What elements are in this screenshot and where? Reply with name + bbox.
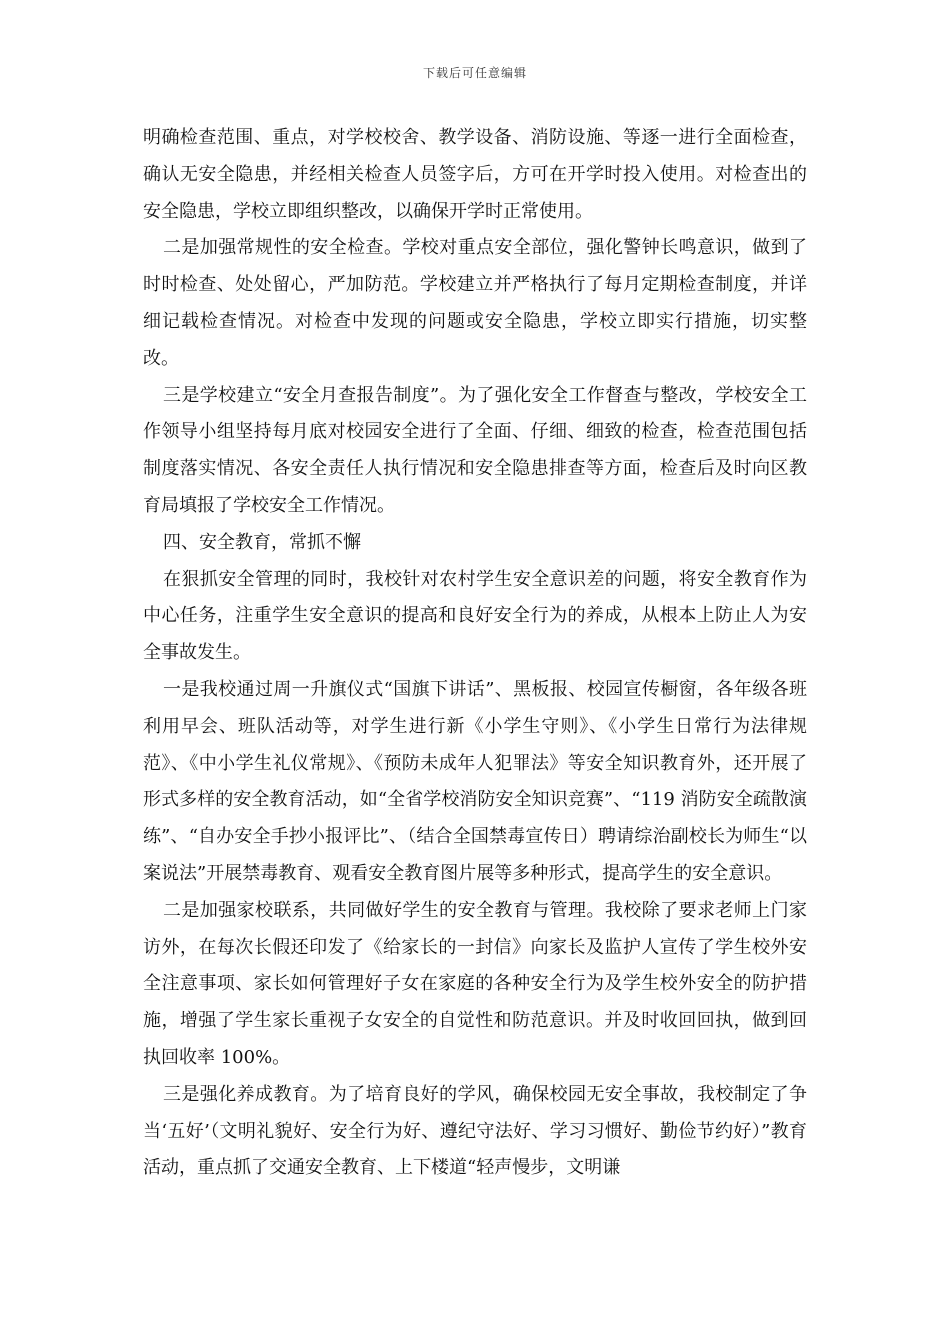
paragraph-7: 二是加强家校联系，共同做好学生的安全教育与管理。我校除了要求老师上门家访外，在每次长假还印发了《给家长的一封信》向家长及监护人宣传了学生校外安全注意事项、家长如何管理好子女在家庭的各种安全行为及学生校外安全的防护措施，增强了学生家长重视子女安全的自觉性和防范意识。并及时收回回执，做到回执回收率 100%。 <box>143 899 807 1068</box>
paragraph-6: 一是我校通过周一升旗仪式“国旗下讲话”、黑板报、校园宣传橱窗，各年级各班利用早会、班队活动等，对学生进行新《小学生守则》、《小学生日常行为法律规范》、《中小学生礼仪常规》、《预防未成年人犯罪法》等安全知识教育外，还开展了形式多样的安全教育活动，如“全省学校消防安全知识竞赛”、“119 消防安全疏散演练”、“自办安全手抄小报评比”、（结合全国禁毒宣传日）聘请综治副校长为师生“以案说法”开展禁毒教育、观看安全教育图片展等多种形式，提高学生的安全意识。 <box>143 678 807 884</box>
paragraph-2: 二是加强常规性的安全检查。学校对重点安全部位，强化警钟长鸣意识，做到了时时检查、处处留心，严加防范。学校建立并严格执行了每月定期检查制度，并详细记载检查情况。对检查中发现的问题或安全隐患，学校立即实行措施，切实整改。 <box>143 237 807 369</box>
paragraph-3: 三是学校建立“安全月查报告制度”。为了强化安全工作督查与整改，学校安全工作领导小组坚持每月底对校园安全进行了全面、仔细、细致的检查，检查范围包括制度落实情况、各安全责任人执行情况和安全隐患排查等方面，检查后及时向区教育局填报了学校安全工作情况。 <box>143 384 807 516</box>
section-heading: 四、安全教育，常抓不懈 <box>163 531 361 553</box>
paragraph-1: 明确检查范围、重点，对学校校舍、教学设备、消防设施、等逐一进行全面检查，确认无安全隐患，并经相关检查人员签字后，方可在开学时投入使用。对检查出的安全隐患，学校立即组织整改，以确保开学时正常使用。 <box>143 127 807 222</box>
document-body <box>143 120 807 1187</box>
paragraph-5: 在狠抓安全管理的同时，我校针对农村学生安全意识差的问题，将安全教育作为中心任务，注重学生安全意识的提高和良好安全行为的养成，从根本上防止人为安全事故发生。 <box>143 568 807 664</box>
paragraph-8: 三是强化养成教育。为了培育良好的学风，确保校园无安全事故，我校制定了争当‘五好’（文明礼貌好、安全行为好、遵纪守法好、学习习惯好、勤俭节约好）”教育活动，重点抓了交通安全教育、上下楼道“轻声慢步，文明谦 <box>143 1083 807 1179</box>
page-header: 下载后可任意编辑 <box>422 66 527 80</box>
